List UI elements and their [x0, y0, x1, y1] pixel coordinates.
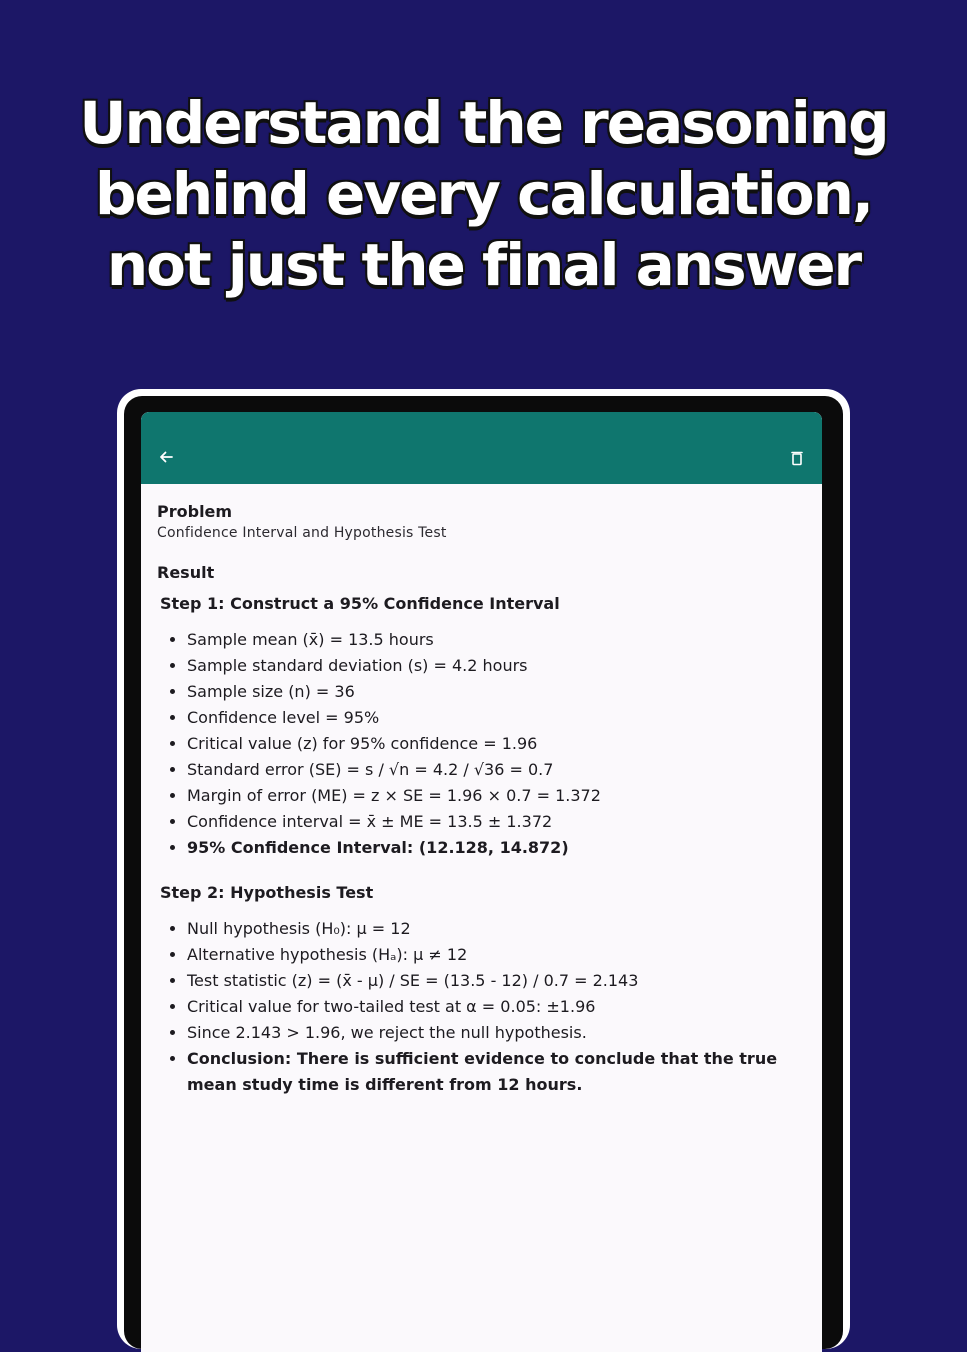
headline-line-1: Understand the reasoning [79, 89, 888, 157]
list-item: • Confidence level = 95% [187, 705, 806, 731]
list-item: • Alternative hypothesis (Hₐ): μ ≠ 12 [187, 942, 806, 968]
trash-icon[interactable] [790, 450, 804, 466]
list-item: • Critical value (z) for 95% confidence = 1.96 [187, 731, 806, 757]
list-item: • Margin of error (ME) = z × SE = 1.96 × 0.7 = 1.372 [187, 783, 806, 809]
list-item: • Standard error (SE) = s / √n = 4.2 / √36 = 0.7 [187, 757, 806, 783]
step-1-title: Step 1: Construct a 95% Confidence Interval [160, 594, 560, 613]
list-item: • Since 2.143 > 1.96, we reject the null hypothesis. [187, 1020, 806, 1046]
list-item: • Sample size (n) = 36 [187, 679, 806, 705]
conclusion-item: • Conclusion: There is sufficient evidence to conclude that the true mean study time is different from 12 hours. [187, 1046, 806, 1098]
list-item: • Sample mean (x̄) = 13.5 hours [187, 627, 806, 653]
step-1-list [157, 627, 806, 861]
list-item: • Confidence interval = x̄ ± ME = 13.5 ± 1.372 [187, 809, 806, 835]
headline-line-2: behind every calculation, [95, 160, 872, 228]
app-screen [141, 412, 822, 1352]
step-2-list [157, 916, 806, 1098]
list-item: • Test statistic (z) = (x̄ - μ) / SE = (13.5 - 12) / 0.7 = 2.143 [187, 968, 806, 994]
step-2-title: Step 2: Hypothesis Test [160, 883, 374, 902]
list-item: • Critical value for two-tailed test at α = 0.05: ±1.96 [187, 994, 806, 1020]
list-item: • Null hypothesis (H₀): μ = 12 [187, 916, 806, 942]
headline [0, 88, 967, 301]
list-item: • Sample standard deviation (s) = 4.2 hours [187, 653, 806, 679]
confidence-interval-result: • 95% Confidence Interval: (12.128, 14.872) [187, 835, 806, 861]
arrow-left-icon[interactable] [157, 448, 175, 466]
app-bar [141, 412, 822, 484]
tablet-frame [117, 389, 850, 1349]
problem-text: Confidence Interval and Hypothesis Test [157, 525, 447, 541]
headline-line-3: not just the final answer [106, 231, 861, 299]
problem-label: Problem [157, 502, 233, 521]
result-label: Result [157, 563, 215, 582]
result-content [141, 484, 822, 1098]
